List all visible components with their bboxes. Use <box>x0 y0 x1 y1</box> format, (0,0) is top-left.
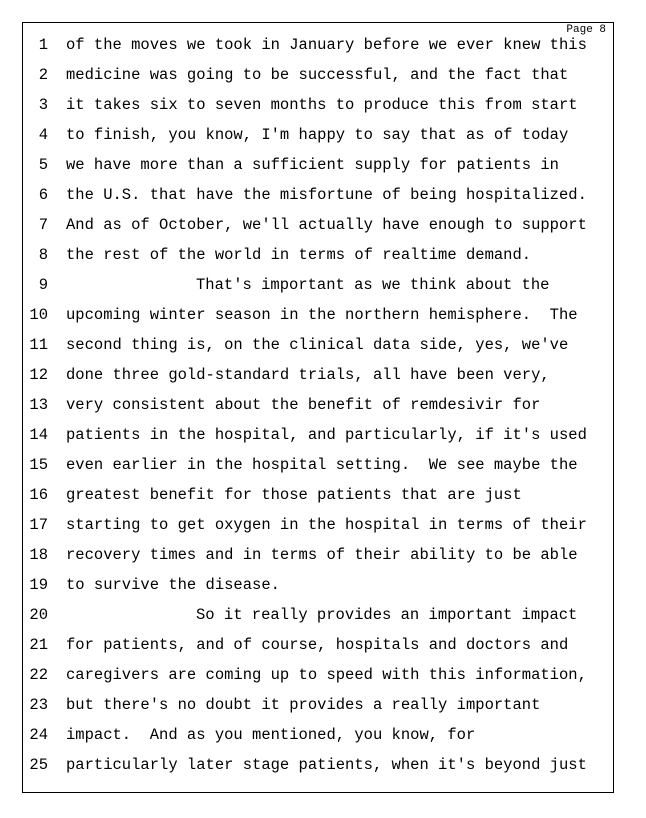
transcript-line <box>23 305 613 335</box>
line-text: That's important as we think about the <box>196 276 550 294</box>
transcript-line <box>23 335 613 365</box>
transcript-lines <box>23 35 613 785</box>
line-number: 13 <box>29 396 48 414</box>
line-text: to finish, you know, I'm happy to say that as of today <box>66 126 569 144</box>
line-number: 3 <box>38 96 48 114</box>
transcript-line <box>23 695 613 725</box>
line-text: the U.S. that have the misfortune of being hospitalized. <box>66 186 587 204</box>
line-number: 16 <box>29 486 48 504</box>
line-text: even earlier in the hospital setting. We see maybe the <box>66 456 578 474</box>
line-text: medicine was going to be successful, and the fact that <box>66 66 569 84</box>
line-number: 9 <box>38 276 48 294</box>
line-number: 19 <box>29 576 48 594</box>
line-text: upcoming winter season in the northern hemisphere. The <box>66 306 578 324</box>
transcript-line <box>23 665 613 695</box>
line-text: we have more than a sufficient supply for patients in <box>66 156 559 174</box>
line-text: caregivers are coming up to speed with this information, <box>66 666 587 684</box>
line-number: 10 <box>29 306 48 324</box>
line-number: 22 <box>29 666 48 684</box>
line-number: 8 <box>38 246 48 264</box>
line-number: 5 <box>38 156 48 174</box>
transcript-line <box>23 95 613 125</box>
transcript-line <box>23 215 613 245</box>
line-number: 12 <box>29 366 48 384</box>
transcript-line <box>23 545 613 575</box>
line-text: greatest benefit for those patients that are just <box>66 486 522 504</box>
line-number: 17 <box>29 516 48 534</box>
line-text: patients in the hospital, and particularly, if it's used <box>66 426 587 444</box>
line-number: 25 <box>29 756 48 774</box>
line-number: 20 <box>29 606 48 624</box>
transcript-line <box>23 455 613 485</box>
line-number: 21 <box>29 636 48 654</box>
line-text: for patients, and of course, hospitals and doctors and <box>66 636 569 654</box>
transcript-line <box>23 245 613 275</box>
line-text: And as of October, we'll actually have enough to support <box>66 216 587 234</box>
line-text: second thing is, on the clinical data side, yes, we've <box>66 336 569 354</box>
line-text: particularly later stage patients, when it's beyond just <box>66 756 587 774</box>
transcript-line <box>23 605 613 635</box>
line-number: 7 <box>38 216 48 234</box>
transcript-line <box>23 635 613 665</box>
line-text: impact. And as you mentioned, you know, for <box>66 726 476 744</box>
line-text: starting to get oxygen in the hospital in terms of their <box>66 516 587 534</box>
transcript-line <box>23 155 613 185</box>
transcript-line <box>23 395 613 425</box>
transcript-line <box>23 65 613 95</box>
line-text: to survive the disease. <box>66 576 280 594</box>
line-text: recovery times and in terms of their ability to be able <box>66 546 578 564</box>
transcript-line <box>23 725 613 755</box>
transcript-line <box>23 515 613 545</box>
line-number: 11 <box>29 336 48 354</box>
line-text: but there's no doubt it provides a really important <box>66 696 541 714</box>
line-text: done three gold-standard trials, all have been very, <box>66 366 550 384</box>
line-text: So it really provides an important impact <box>196 606 578 624</box>
transcript-page <box>22 22 614 793</box>
page-number-label: Page 8 <box>566 24 606 36</box>
line-number: 14 <box>29 426 48 444</box>
line-text: of the moves we took in January before we ever knew this <box>66 36 587 54</box>
transcript-line <box>23 485 613 515</box>
line-number: 1 <box>38 36 48 54</box>
transcript-line <box>23 755 613 785</box>
line-number: 23 <box>29 696 48 714</box>
line-number: 6 <box>38 186 48 204</box>
line-number: 4 <box>38 126 48 144</box>
line-text: very consistent about the benefit of remdesivir for <box>66 396 541 414</box>
transcript-line <box>23 185 613 215</box>
line-number: 15 <box>29 456 48 474</box>
transcript-line <box>23 275 613 305</box>
transcript-line <box>23 125 613 155</box>
line-text: it takes six to seven months to produce this from start <box>66 96 578 114</box>
line-text: the rest of the world in terms of realtime demand. <box>66 246 532 264</box>
line-number: 18 <box>29 546 48 564</box>
transcript-line <box>23 575 613 605</box>
transcript-line <box>23 425 613 455</box>
transcript-line <box>23 35 613 65</box>
line-number: 2 <box>38 66 48 84</box>
transcript-line <box>23 365 613 395</box>
line-number: 24 <box>29 726 48 744</box>
